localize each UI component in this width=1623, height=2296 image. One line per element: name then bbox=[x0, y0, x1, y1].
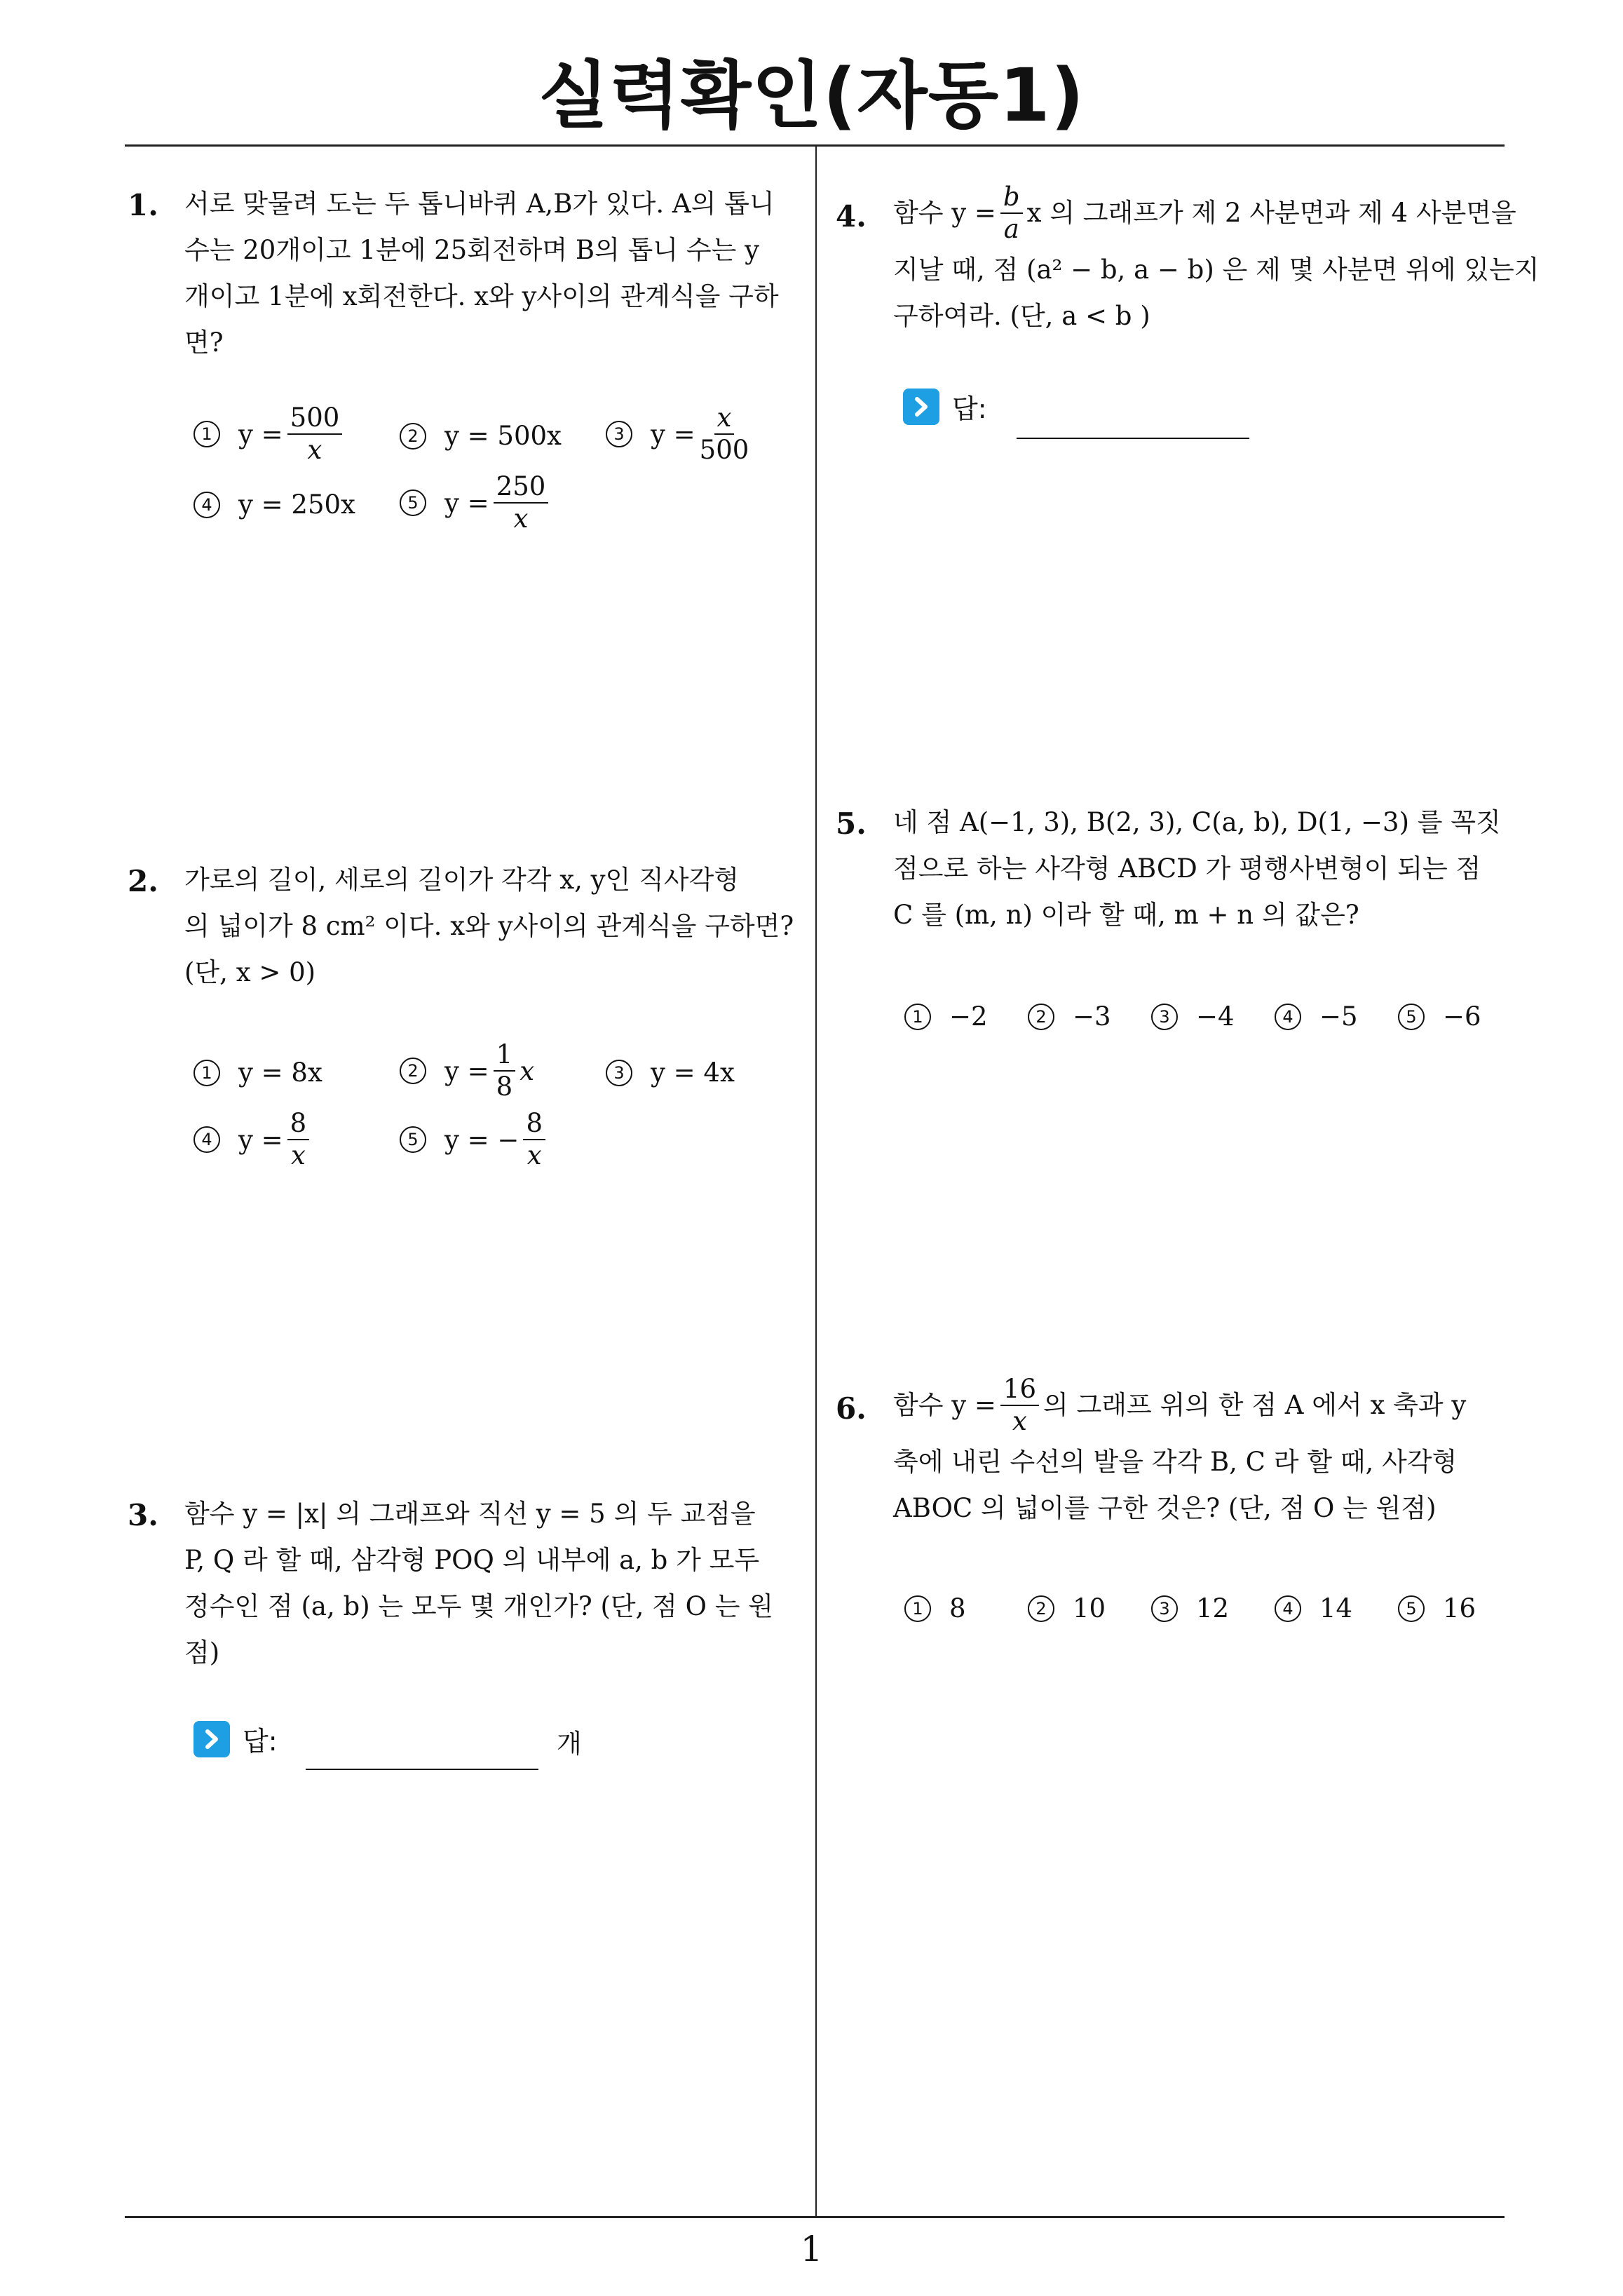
question-line: 네 점 A(−1, 3), B(2, 3), C(a, b), D(1, −3) 를 꼭짓 bbox=[893, 807, 1501, 837]
choice-prefix: y = bbox=[238, 1124, 283, 1155]
choice-mark: 3 bbox=[606, 1060, 632, 1086]
choice-text: y = 250x bbox=[238, 489, 355, 520]
choice-4[interactable] bbox=[1275, 1001, 1358, 1032]
choice-5[interactable] bbox=[1398, 1593, 1476, 1623]
question-number: 2. bbox=[128, 864, 158, 898]
choice-mark: 2 bbox=[1028, 1004, 1054, 1030]
choice-3[interactable] bbox=[1151, 1593, 1229, 1623]
chevron-right-icon bbox=[193, 1721, 230, 1757]
denominator: x bbox=[291, 1140, 306, 1170]
question-line: 함수 y = |x| 의 그래프와 직선 y = 5 의 두 교점을 bbox=[184, 1499, 756, 1529]
answer-unit: 개 bbox=[557, 1729, 582, 1759]
choice-text: y = 500x bbox=[444, 421, 562, 451]
question-line: 개이고 1분에 x회전한다. x와 y사이의 관계식을 구하 bbox=[184, 281, 779, 311]
question-line: 축에 내린 수선의 발을 각각 B, C 라 할 때, 사각형 bbox=[893, 1447, 1458, 1477]
choice-2[interactable] bbox=[1028, 1593, 1106, 1623]
choice-1[interactable] bbox=[904, 1001, 988, 1032]
denominator: x bbox=[307, 435, 322, 465]
choice-3[interactable] bbox=[606, 1058, 735, 1088]
fraction bbox=[523, 1108, 545, 1171]
choice-mark: 1 bbox=[904, 1595, 931, 1622]
choice-mark: 4 bbox=[1275, 1595, 1301, 1622]
denominator: x bbox=[527, 1140, 542, 1170]
page-title: 실력확인(자동1) bbox=[538, 53, 1085, 138]
question-line: 구하여라. (단, a < b ) bbox=[893, 301, 1150, 331]
choice-prefix: y = bbox=[651, 419, 695, 450]
denominator: a bbox=[1003, 214, 1019, 244]
choice-text: −4 bbox=[1196, 1001, 1235, 1032]
question-text bbox=[184, 181, 801, 366]
choice-mark: 2 bbox=[400, 423, 426, 450]
choice-mark: 3 bbox=[606, 421, 632, 447]
numerator: 8 bbox=[523, 1108, 545, 1140]
chevron-right-icon bbox=[903, 389, 939, 425]
denominator: 500 bbox=[699, 435, 749, 465]
numerator: 8 bbox=[287, 1108, 310, 1140]
question-line: 면? bbox=[184, 327, 224, 358]
denominator: x bbox=[1012, 1406, 1027, 1436]
question-line: ABOC 의 넓이를 구한 것은? (단, 점 O 는 원점) bbox=[893, 1493, 1437, 1523]
choice-mark: 4 bbox=[193, 1126, 220, 1153]
choice-mark: 2 bbox=[400, 1058, 426, 1084]
choice-mark: 2 bbox=[1028, 1595, 1054, 1622]
choice-mark: 5 bbox=[400, 1126, 426, 1153]
choice-text: −2 bbox=[949, 1001, 988, 1032]
choice-1[interactable] bbox=[904, 1593, 966, 1623]
answer-row bbox=[903, 387, 987, 426]
question-line: 서로 맞물려 도는 두 톱니바퀴 A,B가 있다. A의 톱니 bbox=[184, 189, 775, 219]
question-line: P, Q 라 할 때, 삼각형 POQ 의 내부에 a, b 가 모두 bbox=[184, 1545, 760, 1575]
numerator: x bbox=[714, 403, 735, 435]
choice-mark: 5 bbox=[400, 489, 426, 516]
choice-text: −5 bbox=[1319, 1001, 1358, 1032]
choice-prefix: y = bbox=[444, 1055, 489, 1086]
choice-mark: 1 bbox=[193, 421, 220, 447]
formula-prefix: 함수 y = bbox=[893, 198, 996, 228]
question-text bbox=[184, 857, 801, 996]
numerator: 500 bbox=[287, 403, 343, 435]
choice-3[interactable] bbox=[606, 403, 753, 466]
answer-label: 답: bbox=[243, 1726, 278, 1757]
question-line: (단, x > 0) bbox=[184, 957, 316, 987]
question-number: 4. bbox=[836, 199, 867, 234]
choice-4[interactable] bbox=[193, 1108, 313, 1171]
choice-5[interactable] bbox=[1398, 1001, 1481, 1032]
answer-blank[interactable] bbox=[1017, 438, 1249, 439]
choice-mark: 3 bbox=[1151, 1004, 1178, 1030]
question-line: C 를 (m, n) 이라 할 때, m + n 의 값은? bbox=[893, 900, 1359, 930]
question-line: 의 넓이가 8 cm² 이다. x와 y사이의 관계식을 구하면? bbox=[184, 911, 794, 941]
choice-4[interactable] bbox=[1275, 1593, 1352, 1623]
choice-mark: 4 bbox=[193, 492, 220, 518]
question-line: 지날 때, 점 (a² − b, a − b) 은 제 몇 사분면 위에 있는지 bbox=[893, 255, 1540, 285]
numerator: 16 bbox=[1000, 1374, 1039, 1406]
choice-2[interactable] bbox=[1028, 1001, 1111, 1032]
choice-mark: 3 bbox=[1151, 1595, 1178, 1622]
choice-prefix: y = bbox=[444, 487, 489, 518]
header-rule bbox=[125, 144, 1505, 147]
choice-mark: 5 bbox=[1398, 1595, 1425, 1622]
choice-1[interactable] bbox=[193, 1058, 322, 1088]
fraction bbox=[494, 471, 549, 534]
question-line: 가로의 길이, 세로의 길이가 각각 x, y인 직사각형 bbox=[184, 865, 739, 895]
choice-3[interactable] bbox=[1151, 1001, 1235, 1032]
choice-mark: 5 bbox=[1398, 1004, 1425, 1030]
answer-row bbox=[193, 1720, 278, 1758]
question-text bbox=[893, 180, 1540, 339]
fraction bbox=[1000, 1374, 1039, 1437]
fraction bbox=[287, 1108, 310, 1171]
formula-suffix: 의 그래프 위의 한 점 A 에서 x 축과 y bbox=[1043, 1390, 1467, 1420]
choice-2[interactable] bbox=[400, 421, 562, 451]
choice-text: 14 bbox=[1319, 1593, 1353, 1623]
question-number: 1. bbox=[128, 188, 158, 222]
denominator: x bbox=[513, 504, 529, 534]
question-line bbox=[893, 180, 1524, 247]
question-line bbox=[893, 1372, 1524, 1439]
choice-5[interactable] bbox=[400, 1108, 550, 1171]
formula-suffix: x 의 그래프가 제 2 사분면과 제 4 사분면을 bbox=[1026, 198, 1516, 228]
question-number: 6. bbox=[836, 1391, 867, 1426]
choice-text: 12 bbox=[1196, 1593, 1230, 1623]
choice-mark: 4 bbox=[1275, 1004, 1301, 1030]
question-line: 정수인 점 (a, b) 는 모두 몇 개인가? (단, 점 O 는 원 bbox=[184, 1591, 774, 1621]
choice-4[interactable] bbox=[193, 489, 355, 520]
question-line: 점) bbox=[184, 1637, 220, 1668]
question-text bbox=[184, 1491, 801, 1676]
answer-blank[interactable] bbox=[306, 1769, 538, 1770]
choice-text: y = 4x bbox=[651, 1058, 735, 1088]
numerator: 1 bbox=[494, 1039, 516, 1072]
denominator: 8 bbox=[496, 1072, 513, 1102]
column-divider bbox=[815, 146, 817, 2217]
choice-prefix: y = − bbox=[444, 1124, 520, 1155]
formula-prefix: 함수 y = bbox=[893, 1390, 996, 1420]
choice-suffix: x bbox=[520, 1055, 535, 1086]
choice-5[interactable] bbox=[400, 471, 552, 534]
fraction bbox=[287, 403, 343, 466]
fraction bbox=[494, 1039, 516, 1102]
choice-2[interactable] bbox=[400, 1039, 534, 1102]
question-number: 3. bbox=[128, 1498, 158, 1532]
question-text bbox=[893, 799, 1524, 938]
choice-text: 10 bbox=[1073, 1593, 1106, 1623]
fraction bbox=[1000, 182, 1023, 245]
answer-label: 답: bbox=[952, 393, 987, 424]
question-line: 점으로 하는 사각형 ABCD 가 평행사변형이 되는 점 bbox=[893, 853, 1481, 884]
question-line: 수는 20개이고 1분에 25회전하며 B의 톱니 수는 y bbox=[184, 235, 759, 265]
choice-text: −6 bbox=[1443, 1001, 1481, 1032]
footer-rule bbox=[125, 2216, 1505, 2218]
page-number: 1 bbox=[800, 2229, 823, 2269]
choice-prefix: y = bbox=[238, 419, 283, 450]
choice-mark: 1 bbox=[193, 1060, 220, 1086]
question-number: 5. bbox=[836, 806, 867, 841]
choice-text: y = 8x bbox=[238, 1058, 322, 1088]
choice-mark: 1 bbox=[904, 1004, 931, 1030]
numerator: b bbox=[1000, 182, 1023, 214]
choice-1[interactable] bbox=[193, 403, 346, 466]
fraction bbox=[700, 403, 749, 466]
numerator: 250 bbox=[494, 471, 549, 504]
choice-text: 8 bbox=[949, 1593, 966, 1623]
choice-text: 16 bbox=[1443, 1593, 1476, 1623]
choice-text: −3 bbox=[1073, 1001, 1111, 1032]
question-text bbox=[893, 1372, 1524, 1532]
